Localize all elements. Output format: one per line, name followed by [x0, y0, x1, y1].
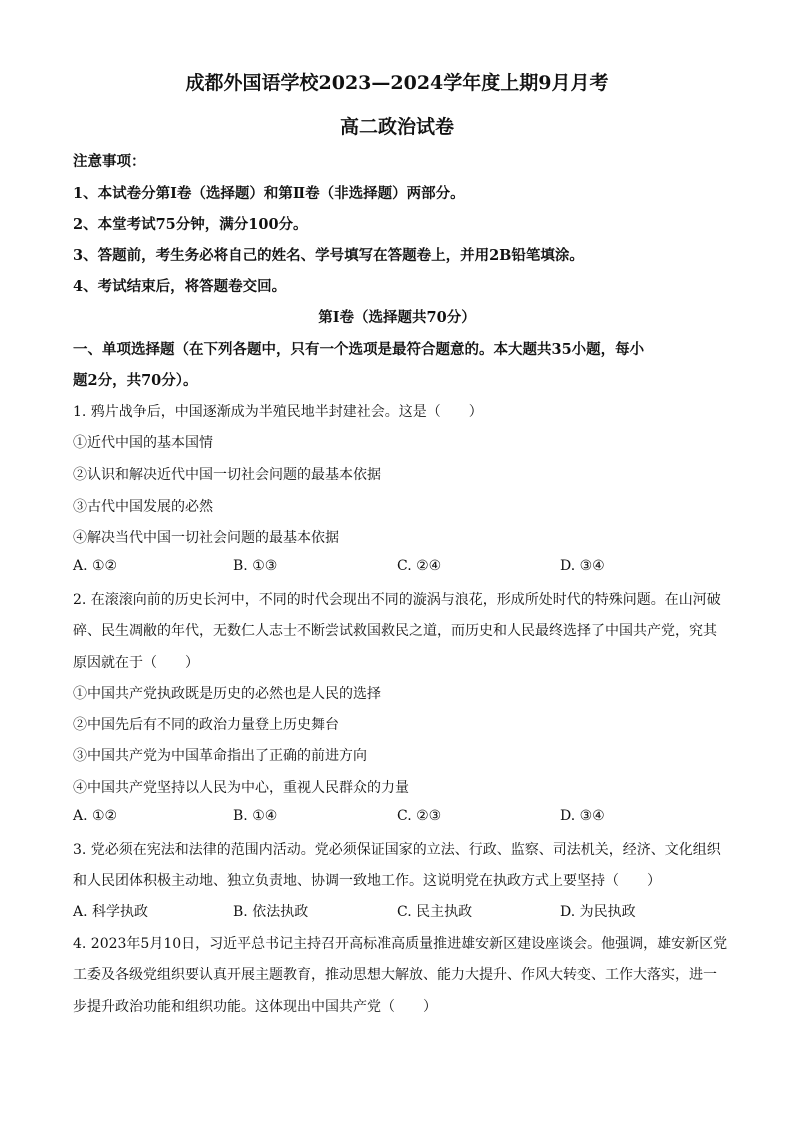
q2-option-d[interactable]: D. ③④: [560, 808, 605, 824]
part1-instruction: 一、单项选择题（在下列各题中，只有一个选项是最符合题意的。本大题共35小题，每小: [73, 341, 645, 358]
exam-subtitle: 高二政治试卷: [339, 116, 454, 138]
notice-heading: 注意事项：: [73, 153, 146, 170]
q1-option-d[interactable]: D. ③④: [560, 558, 605, 574]
q2-item: ③中国共产党为中国革命指出了正确的前进方向: [73, 748, 367, 764]
q1-item: ①近代中国的基本国情: [73, 435, 213, 451]
q1-stem: 1. 鸦片战争后，中国逐渐成为半殖民地半封建社会。这是（ ）: [73, 404, 483, 420]
q2-options: [73, 808, 733, 828]
part1-heading: 第Ⅰ卷（选择题共70分）: [318, 309, 476, 326]
notice-item: 4、考试结束后，将答题卷交回。: [73, 278, 287, 295]
q1-item: ④解决当代中国一切社会问题的最基本依据: [73, 530, 339, 546]
q2-item: ②中国先后有不同的政治力量登上历史舞台: [73, 717, 339, 733]
q4-stem: 4. 2023年5月10日，习近平总书记主持召开高标准高质量推进雄安新区建设座谈会。他强调，雄安新区党: [73, 936, 728, 952]
notice-item: 1、本试卷分第Ⅰ卷（选择题）和第Ⅱ卷（非选择题）两部分。: [73, 185, 465, 202]
notice-item: 3、答题前，考生务必将自己的姓名、学号填写在答题卷上，并用2B铅笔填涂。: [73, 247, 584, 264]
q4-stem: 工委及各级党组织要认真开展主题教育，推动思想大解放、能力大提升、作风大转变、工作大落实，进一: [73, 967, 717, 983]
q1-option-a[interactable]: A. ①②: [73, 558, 118, 574]
q2-item: ①中国共产党执政既是历史的必然也是人民的选择: [73, 686, 381, 702]
q3-option-c[interactable]: C. 民主执政: [397, 904, 473, 920]
part1-instruction: 题2分，共70分）。: [73, 372, 198, 389]
exam-title: 成都外国语学校2023—2024学年度上期9月月考: [185, 72, 609, 94]
q1-item: ③古代中国发展的必然: [73, 499, 213, 515]
q1-options: [73, 558, 733, 578]
q3-stem: 和人民团体积极主动地、独立负责地、协调一致地工作。这说明党在执政方式上要坚持（ ）: [73, 873, 661, 889]
q2-stem: 原因就在于（ ）: [73, 655, 199, 671]
q2-option-c[interactable]: C. ②③: [397, 808, 442, 824]
q4-stem: 步提升政治功能和组织功能。这体现出中国共产党（ ）: [73, 999, 437, 1015]
q1-option-c[interactable]: C. ②④: [397, 558, 442, 574]
q3-options: [73, 901, 733, 921]
q3-option-b[interactable]: B. 依法执政: [233, 904, 309, 920]
q1-item: ②认识和解决近代中国一切社会问题的最基本依据: [73, 467, 381, 483]
q2-stem: 2. 在滚滚向前的历史长河中，不同的时代会现出不同的漩涡与浪花，形成所处时代的特殊问题。在山河破: [73, 592, 721, 608]
q3-option-d[interactable]: D. 为民执政: [560, 904, 636, 920]
q2-option-a[interactable]: A. ①②: [73, 808, 118, 824]
q3-option-a[interactable]: A. 科学执政: [73, 904, 149, 920]
q1-option-b[interactable]: B. ①③: [233, 558, 278, 574]
q3-stem: 3. 党必须在宪法和法律的范围内活动。党必须保证国家的立法、行政、监察、司法机关，经济、文化组织: [73, 842, 721, 858]
q2-option-b[interactable]: B. ①④: [233, 808, 278, 824]
notice-item: 2、本堂考试75分钟，满分100分。: [73, 216, 308, 233]
q2-item: ④中国共产党坚持以人民为中心，重视人民群众的力量: [73, 780, 409, 796]
q2-stem: 碎、民生凋敝的年代，无数仁人志士不断尝试救国救民之道，而历史和人民最终选择了中国共产党，究其: [73, 623, 717, 639]
